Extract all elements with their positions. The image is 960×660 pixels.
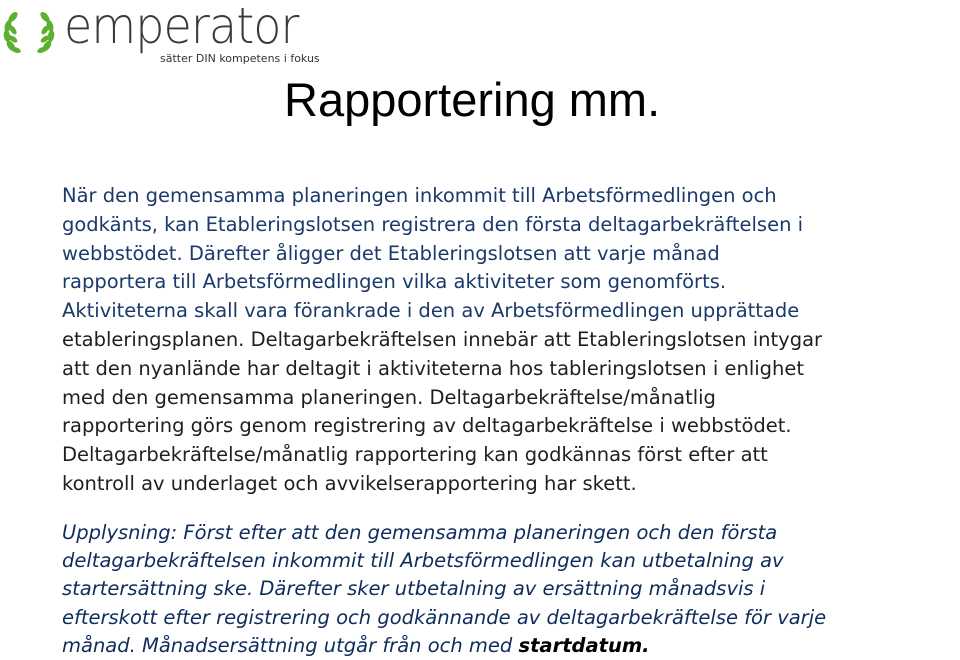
paragraph-line: Deltagarbekräftelse/månatlig rapportering kan godkännas först efter att <box>62 443 768 467</box>
paragraph-line: Aktiviteterna skall vara förankrade i den av Arbetsförmedlingen upprättade <box>62 299 800 323</box>
paragraph-line: med den gemensamma planeringen. Deltagarbekräftelse/månatlig <box>62 385 716 409</box>
paragraph-line: rapportera till Arbetsförmedlingen vilka aktiviteter som genomförts. <box>62 270 727 294</box>
page-title: Rapportering mm. <box>284 73 661 126</box>
note-last-text: månad. Månadsersättning utgår från och med <box>62 633 519 657</box>
logo-tagline: sätter DIN kompetens i fokus <box>160 52 320 65</box>
paragraph-line: att den nyanlände har deltagit i aktiviteterna hos tableringslotsen i enlighet <box>62 356 805 380</box>
main-paragraph <box>62 182 942 499</box>
paragraph-line: rapportering görs genom registrering av deltagarbekräftelse i webbstödet. <box>62 414 792 438</box>
note-line: startersättning ske. Därefter sker utbetalning av ersättning månadsvis i <box>62 577 766 601</box>
emperator-logo <box>0 0 330 72</box>
start-date-emphasis: startdatum. <box>518 633 650 657</box>
laurel-wreath-icon <box>2 6 56 60</box>
paragraph-line: webbstödet. Därefter åligger det Etableringslotsen att varje månad <box>62 241 720 265</box>
paragraph-line: När den gemensamma planeringen inkommit till Arbetsförmedlingen och <box>62 184 777 207</box>
information-note <box>62 519 952 660</box>
note-line: efterskott efter registrering och godkännande av deltagarbekräftelse för varje <box>62 605 827 629</box>
paragraph-line: godkänts, kan Etableringslotsen registrera den första deltagarbekräftelsen i <box>62 212 804 236</box>
logo-wordmark: emperator <box>64 0 299 55</box>
paragraph-line: etableringsplanen. Deltagarbekräftelsen innebär att Etableringslotsen intygar <box>62 327 823 351</box>
note-last-line <box>62 632 952 660</box>
note-line: Upplysning: Först efter att den gemensamma planeringen och den första <box>62 521 778 544</box>
paragraph-line: kontroll av underlaget och avvikelserapportering har skett. <box>62 471 637 495</box>
note-line: deltagarbekräftelsen inkommit till Arbetsförmedlingen kan utbetalning av <box>62 549 784 573</box>
